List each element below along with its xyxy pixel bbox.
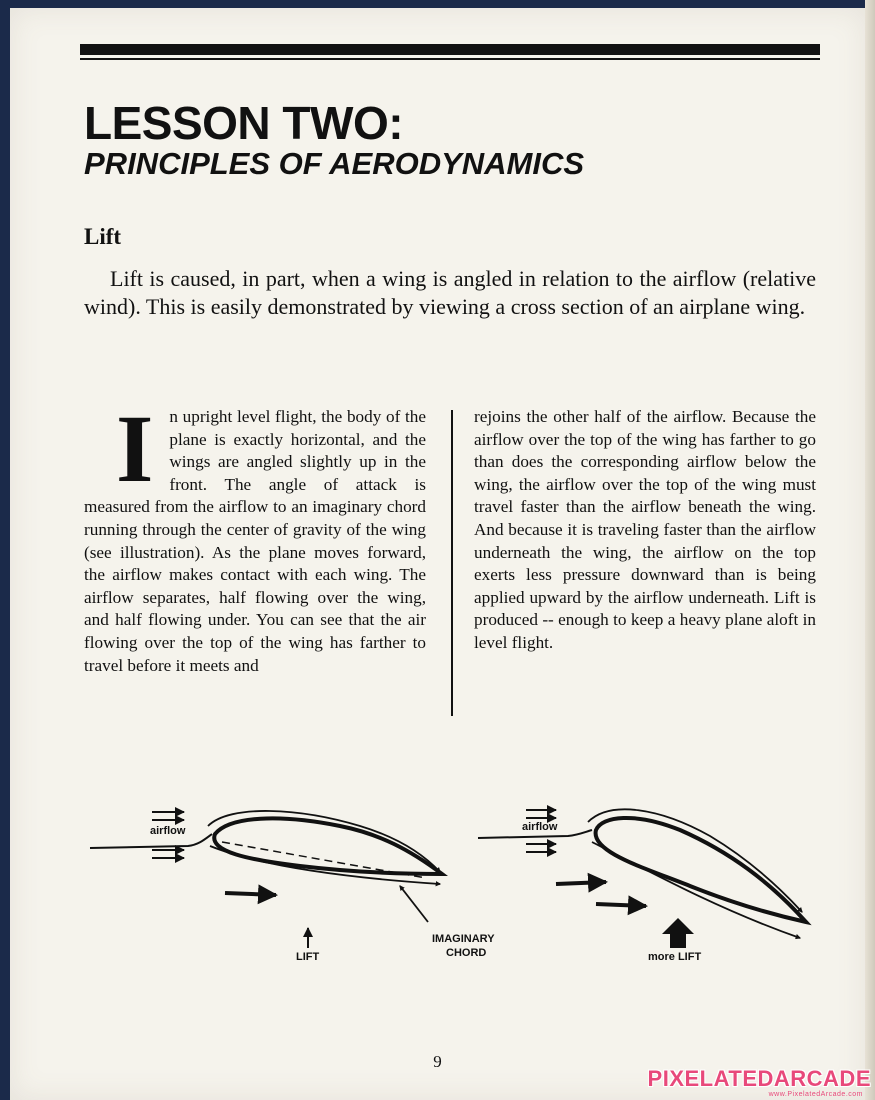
thrust-arrow	[225, 893, 276, 895]
chord-pointer	[400, 886, 428, 922]
wing-diagram-angled	[478, 809, 806, 963]
lesson-title: LESSON TWO:	[84, 97, 404, 149]
header-rule	[80, 44, 820, 55]
airflow-label: airflow	[150, 825, 186, 837]
right-column	[474, 406, 816, 655]
thrust-arrow	[596, 904, 646, 906]
thrust-arrow	[556, 882, 606, 884]
watermark-url: www.PixelatedArcade.com	[768, 1091, 863, 1098]
airflow-over-wing	[588, 809, 802, 912]
page-edge	[865, 0, 875, 1100]
chord-label-line1: IMAGINARY	[432, 933, 495, 945]
chord-label-line2: CHORD	[446, 947, 487, 959]
header-rule-thin	[80, 58, 820, 60]
column-divider	[451, 410, 453, 716]
more-lift-label: more LIFT	[648, 951, 702, 963]
left-column-text: n upright level flight, the body of the plane is exactly horizontal, and the wings are angled slightly up in the front. The angle of attack is measured from the airflow to an imaginary chord running through the center of gravity of the wing (see illustration). As the plane moves forward, the airflow makes contact with each wing. The airflow separates, half flowing over the wing, and half flowing under. You can see that the air flowing over the top of the wing has farther to travel before it meets and	[84, 407, 426, 675]
section-heading: Lift	[84, 224, 122, 249]
wing-diagram	[80, 790, 820, 980]
intro-paragraph: Lift is caused, in part, when a wing is angled in relation to the airflow (relative wind). This is easily demonstrated by viewing a cross section of an airplane wing.	[84, 266, 816, 319]
lift-label: LIFT	[296, 951, 320, 963]
lesson-subtitle: PRINCIPLES OF AERODYNAMICS	[84, 146, 585, 181]
drop-cap: I	[116, 395, 154, 502]
left-column	[84, 395, 426, 677]
page-number: 9	[433, 1052, 442, 1071]
airflow-label: airflow	[522, 821, 558, 833]
watermark-logo: PIXELATEDARCADE	[647, 1066, 871, 1091]
wing-diagram-level	[90, 811, 495, 963]
right-column-text: rejoins the other half of the airflow. Because the airflow over the top of the wing has farther to go than does the corresponding airflow below the wing, the airflow over the top of the wing must travel faster than the airflow beneath the wing. And because it is traveling faster than the airflow underneath the wing, the airflow on the top exerts less pressure downward than is being applied upward by the airflow underneath. Lift is produced -- enough to keep a heavy plane aloft in level flight.	[474, 407, 816, 652]
more-lift-arrow	[662, 918, 694, 948]
